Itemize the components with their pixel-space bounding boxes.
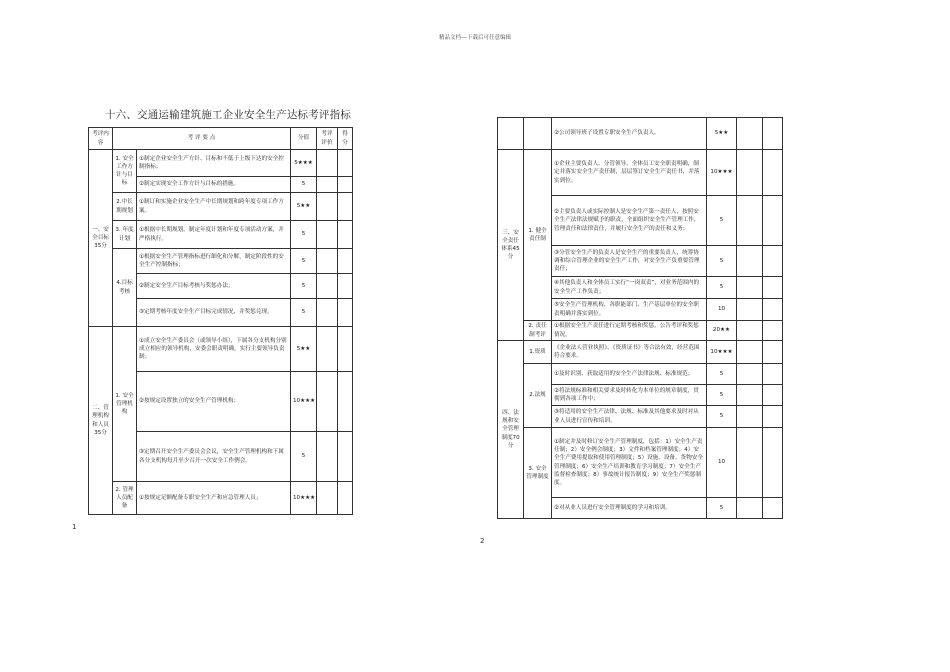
criterion-text: ②主要负责人或实际控制人是安全生产第一责任人，按照安全生产法律法规赋予的职责，全面组织安全生产管理工作，管理责任和法律责任，并履行安全生产的责任和义务； (552, 196, 707, 246)
got-cell (763, 406, 783, 428)
criterion-text: ①制定并及时修订安全生产管理制度，包括：1）安全生产责任制；2）安全例会制度；3）文件和档案管理制度；4）安全生产费用提取和使用管理制度；5）设施、设备、货物安全管理制度；6）安全生产培训和教育学习制度；7）安全生产监督检查制度；8）事故统计报告制度；9）安全生产奖惩制度。 (552, 428, 707, 498)
subcategory-label: 2. 责任制考评 (524, 321, 552, 341)
table-row (89, 193, 353, 221)
criterion-score: 5 (707, 246, 737, 277)
criterion-text: ②公司领导班子设置专职安全生产负责人。 (552, 118, 707, 150)
eval-cell (737, 385, 763, 406)
got-cell (338, 299, 353, 327)
criterion-score: 5 (707, 498, 737, 519)
criterion-text: ②将法规标准和相关要求及时转化为本单位的规章制度，贯彻到各项工作中； (552, 385, 707, 406)
got-cell (338, 249, 353, 274)
eval-cell (737, 498, 763, 519)
got-cell (763, 246, 783, 277)
eval-cell (317, 372, 338, 432)
criterion-score: 5 (707, 385, 737, 406)
eval-cell (737, 299, 763, 321)
criterion-text: ③定期考核年度安全生产目标完成情况，并奖惩兑现。 (137, 299, 291, 327)
criterion-text: ②制定安全生产目标考核与奖惩办法； (137, 274, 291, 299)
criterion-text: ②按规定设置独立的安全生产管理机构； (137, 372, 291, 432)
category-label: 二、管理机构和人员35分 (89, 327, 113, 515)
criterion-text: ③定期召开安全生产委员会会议，安全生产管理机构和下属各分支机构每月至少召开一次安全工作例会。 (137, 432, 291, 482)
criterion-text: ②对从业人员进行安全管理制度的学习和培训。 (552, 498, 707, 519)
criterion-text: ②制定实现安全工作方针与目标的措施。 (137, 177, 291, 193)
table-header-row (89, 128, 353, 150)
criterion-text: ①及时识别、获取适用的安全生产法律法规、标准规范； (552, 364, 707, 385)
table-row (498, 118, 783, 150)
eval-cell (737, 277, 763, 299)
got-cell (338, 150, 353, 177)
eval-cell (737, 118, 763, 150)
criterion-score: 5★★ (291, 327, 317, 372)
criterion-score: 10★★★ (707, 150, 737, 196)
left-table (88, 127, 353, 515)
criterion-score: 10★★★ (291, 372, 317, 432)
eval-cell (737, 428, 763, 498)
table-row (498, 341, 783, 364)
got-cell (763, 364, 783, 385)
criterion-text: ①制订和实施企业安全生产中长期规划和跨年度专项工作方案。 (137, 193, 291, 221)
criterion-score: 5 (707, 364, 737, 385)
criterion-score: 5 (707, 196, 737, 246)
table-row (498, 364, 783, 385)
table-row (89, 327, 353, 372)
eval-cell (317, 327, 338, 372)
criterion-text: ①根据中长期规划，制定年度计划和年度专项活动方案，并严格执行。 (137, 221, 291, 249)
eval-cell (317, 177, 338, 193)
got-cell (338, 221, 353, 249)
eval-cell (737, 406, 763, 428)
criterion-text: ③将适用的安全生产法律、法规、标准及其他要求及时对从业人员进行宣传和培训。 (552, 406, 707, 428)
table-row (89, 249, 353, 274)
criterion-score: 5 (707, 277, 737, 299)
eval-cell (317, 193, 338, 221)
subcategory-label: 1.资质 (524, 341, 552, 364)
eval-cell (737, 150, 763, 196)
subcategory-label: 2.中长期规划 (113, 193, 137, 221)
blank-cell (524, 118, 552, 150)
criterion-score: 5 (291, 274, 317, 299)
table-row (498, 321, 783, 341)
subcategory-label: 3. 安全管理制度 (524, 428, 552, 519)
page-number-2: 2 (480, 537, 485, 545)
criterion-score: 10 (707, 299, 737, 321)
page-header: 精品文档---下载后可任意编辑 (439, 35, 511, 41)
subcategory-label: 2.法规 (524, 364, 552, 428)
subcategory-label: 1. 安全管理机构 (113, 327, 137, 482)
eval-cell (317, 482, 338, 515)
table-row (89, 221, 353, 249)
got-cell (338, 372, 353, 432)
subcategory-label: 1. 健全责任制 (524, 150, 552, 321)
criterion-score: 20★★ (707, 321, 737, 341)
criterion-text: ⑤安全生产管理机构、各职能部门、生产基层单位的安全职责明确并落实到位。 (552, 299, 707, 321)
got-cell (763, 277, 783, 299)
criterion-score: 10★★★ (707, 341, 737, 364)
eval-cell (737, 246, 763, 277)
eval-cell (317, 299, 338, 327)
criterion-score: 5★★ (707, 118, 737, 150)
got-cell (338, 432, 353, 482)
subcategory-label: 1. 安全工作方针与目标 (113, 150, 137, 193)
blank-cell (498, 118, 524, 150)
col-header-content: 考评内容 (89, 128, 113, 150)
criterion-text: ①制定企业安全生产方针、目标和不低于上级下达的安全控制指标； (137, 150, 291, 177)
subcategory-label: 3. 年度计划 (113, 221, 137, 249)
right-table (497, 117, 783, 519)
got-cell (763, 118, 783, 150)
criterion-text: ④其他负责人和全体员工实行“一岗双责”，对业务范围内的安全生产工作负责； (552, 277, 707, 299)
table-row (498, 150, 783, 196)
criterion-score: 5★★★ (291, 150, 317, 177)
got-cell (763, 341, 783, 364)
criterion-score: 5★★ (291, 193, 317, 221)
table-row (89, 482, 353, 515)
subcategory-label: 2. 管理人员配备 (113, 482, 137, 515)
got-cell (763, 150, 783, 196)
table-row (89, 150, 353, 177)
got-cell (763, 428, 783, 498)
criterion-score: 5 (291, 249, 317, 274)
criterion-score: 5 (707, 406, 737, 428)
col-header-eval: 考评评价 (317, 128, 338, 150)
got-cell (338, 482, 353, 515)
eval-cell (737, 196, 763, 246)
got-cell (763, 196, 783, 246)
eval-cell (317, 274, 338, 299)
got-cell (338, 177, 353, 193)
col-header-got: 得分 (338, 128, 353, 150)
criterion-score: 10 (707, 428, 737, 498)
col-header-points: 考 评 要 点 (113, 128, 291, 150)
page-number-1: 1 (72, 523, 77, 531)
criterion-score: 5 (291, 221, 317, 249)
got-cell (763, 385, 783, 406)
got-cell (763, 498, 783, 519)
criterion-score: 5 (291, 177, 317, 193)
eval-cell (737, 341, 763, 364)
got-cell (763, 321, 783, 341)
got-cell (338, 327, 353, 372)
category-label: 三、安全责任体系45分 (498, 150, 524, 341)
col-header-score: 分值 (291, 128, 317, 150)
criterion-text: ①按规定足额配备专职安全生产和应急管理人员； (137, 482, 291, 515)
criterion-text: ①企业主要负责人、分管领导、全体员工安全职责明确，制定并落实安全生产责任制，层层签订安全生产责任书，并落实到位； (552, 150, 707, 196)
eval-cell (317, 249, 338, 274)
category-label: 四、法规和安全管理制度70分 (498, 341, 524, 519)
eval-cell (737, 321, 763, 341)
got-cell (338, 193, 353, 221)
eval-cell (317, 221, 338, 249)
criterion-score: 5 (291, 432, 317, 482)
eval-cell (317, 432, 338, 482)
table-row (498, 428, 783, 498)
got-cell (338, 274, 353, 299)
eval-cell (737, 364, 763, 385)
subcategory-label: 4.目标考核 (113, 249, 137, 327)
got-cell (763, 299, 783, 321)
criterion-text: 《企业法人营业执照》、《资质证书》等合法有效，经营范围符合要求。 (552, 341, 707, 364)
eval-cell (317, 150, 338, 177)
criterion-score: 5 (291, 299, 317, 327)
criterion-score: 10★★★ (291, 482, 317, 515)
criterion-text: ①根据安全生产责任进行定期考核和奖惩，公告考评和奖惩情况。 (552, 321, 707, 341)
criterion-text: ③分管安全生产的负责人是安全生产的重要负责人，统筹协调和综合管理企业的安全生产工作，对安全生产负重要管理责任； (552, 246, 707, 277)
criterion-text: ①根据安全生产管理指标进行細化和分解，制定阶段性的安全生产控制指标； (137, 249, 291, 274)
criterion-text: ①成立安全生产委员会（或领导小组），下属各分支机构分别成立相应的领导机构，安委会职责明确，实行主要领导负责制； (137, 327, 291, 372)
category-label: 一、安全目标35分 (89, 150, 113, 327)
document-title: 十六、交通运输建筑施工企业安全生产达标考评指标 (104, 109, 352, 121)
